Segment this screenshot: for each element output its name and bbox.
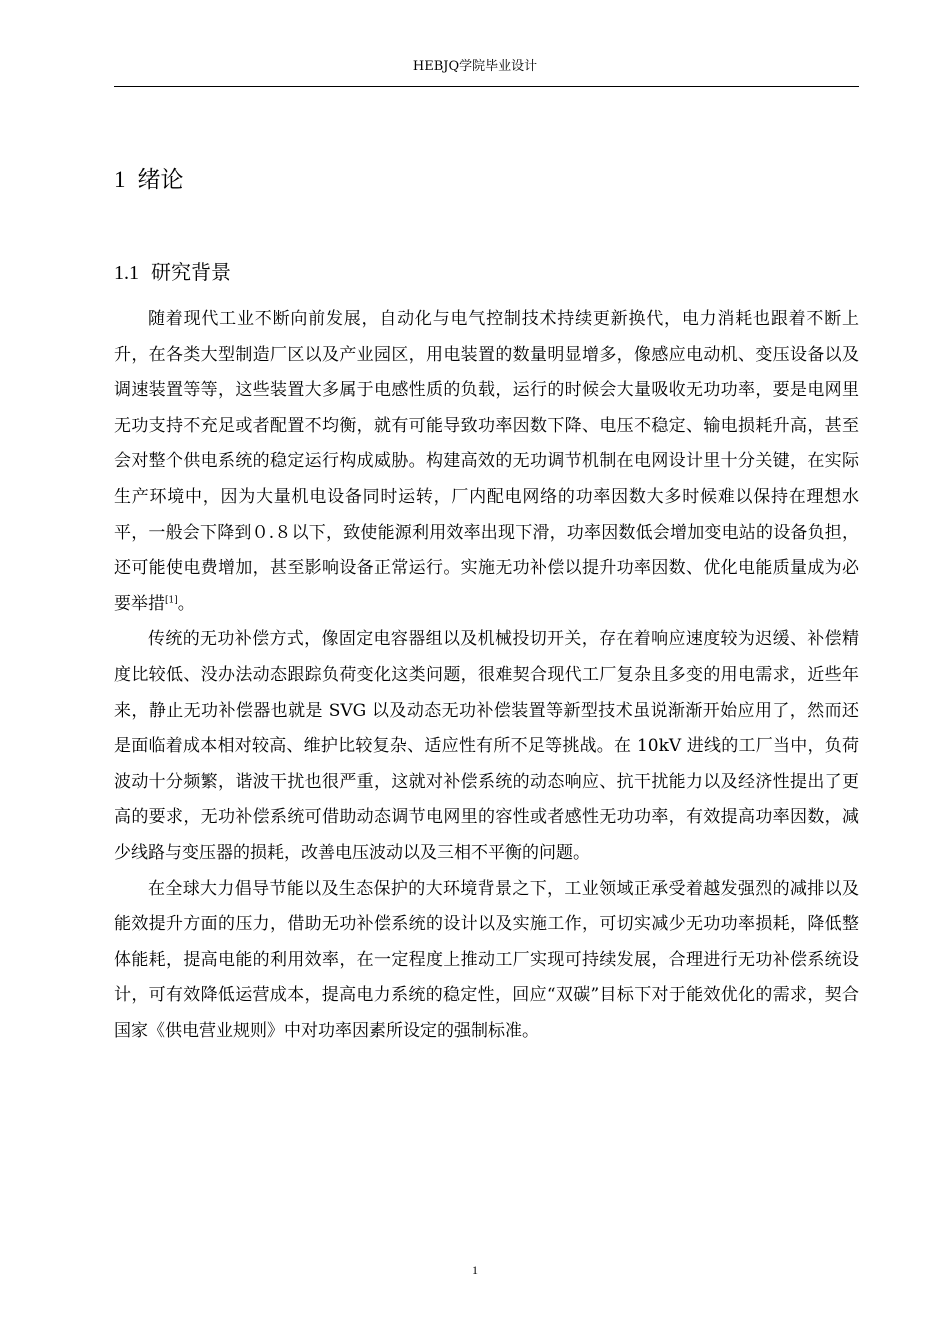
chapter-heading — [114, 162, 184, 198]
chapter-title-text: 绪论 — [137, 167, 184, 193]
section-number: 1.1 — [114, 262, 139, 284]
header-divider — [114, 86, 859, 87]
body-text — [114, 302, 859, 1049]
running-header: HEBJQ学院毕业设计 — [412, 59, 538, 74]
paragraph-1-tail: 。 — [177, 593, 195, 614]
chapter-number: 1 — [114, 167, 126, 192]
section-heading — [114, 256, 231, 289]
paragraph-1-text: 随着现代工业不断向前发展，自动化与电气控制技术持续更新换代，电力消耗也跟着不断上升，在各类大型制造厂区以及产业园区，用电装置的数量明显增多，像感应电动机、变压设备以及调速装置等等，这些装置大多属于电感性质的负载，运行的时候会大量吸收无功功率，要是电网里无功支持不充足或者配置不均衡，就有可能导致功率因数下降、电压不稳定、输电损耗升高，甚至会对整个供电系统的稳定运行构成威胁。构建高效的无功调节机制在电网设计里十分关键，在实际生产环境中，因为大量机电设备同时运转，厂内配电网络的功率因数大多时候难以保持在理想水平，一般会下降到０.８以下，致使能源利用效率出现下滑，功率因数低会增加变电站的设备负担，还可能使电费增加，甚至影响设备正常运行。实施无功补偿以提升功率因数、优化电能质量成为必要举措 — [114, 309, 859, 614]
paragraph-3: 在全球大力倡导节能以及生态保护的大环境背景之下，工业领域正承受着越发强烈的减排以及能效提升方面的压力，借助无功补偿系统的设计以及实施工作，可切实减少无功功率损耗，降低整体能耗，提高电能的利用效率，在一定程度上推动工厂实现可持续发展，合理进行无功补偿系统设计，可有效降低运营成本，提高电力系统的稳定性，回应“双碳”目标下对于能效优化的需求，契合国家《供电营业规则》中对功率因素所设定的强制标准。 — [114, 878, 859, 1041]
section-title-text: 研究背景 — [151, 260, 231, 284]
page-number: 1 — [472, 1263, 478, 1277]
paragraph-1 — [114, 302, 859, 622]
paragraph-2: 传统的无功补偿方式，像固定电容器组以及机械投切开关，存在着响应速度较为迟缓、补偿精度比较低、没办法动态跟踪负荷变化这类问题，很难契合现代工厂复杂且多变的用电需求，近些年来，静止无功补偿器也就是 SVG 以及动态无功补偿装置等新型技术虽说渐渐开始应用了，然而还是面临着成本相对较高、维护比较复杂、适应性有所不足等挑战。在 10kV 进线的工厂当中，负荷波动十分频繁，谐波干扰也很严重，这就对补偿系统的动态响应、抗干扰能力以及经济性提出了更高的要求，无功补偿系统可借助动态调节电网里的容性或者感性无功功率，有效提高功率因数，减少线路与变压器的损耗，改善电压波动以及三相不平衡的问题。 — [114, 629, 859, 863]
citation-marker: [1] — [165, 595, 178, 606]
